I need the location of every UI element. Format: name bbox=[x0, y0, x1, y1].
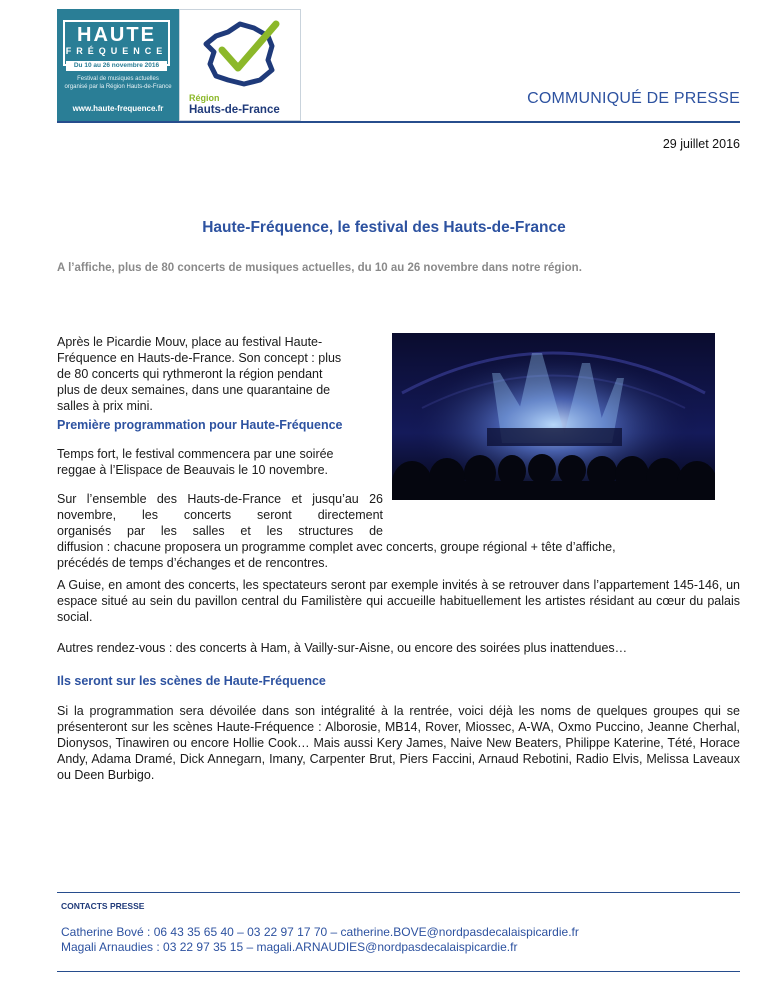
paragraph-line: reggae à l’Elispace de Beauvais le 10 novembre. bbox=[57, 463, 329, 477]
festival-logo-frame bbox=[63, 20, 170, 66]
paragraph-guise: A Guise, en amont des concerts, les spectateurs seront par exemple invités à se retrouver dans l’appartement 145-146, un espace situé au sein du pavillon central du Familistère qui accueille habituellement les artistes résidant au cœur du palais social. bbox=[57, 578, 740, 624]
footer-divider-bottom bbox=[57, 971, 740, 972]
concert-photo-drawing bbox=[392, 333, 715, 500]
region-logo bbox=[179, 9, 301, 121]
france-map-checkmark-icon bbox=[180, 10, 302, 95]
paragraph-line: diffusion : chacune proposera un programme complet avec concerts, groupe régional + tête d’affiche, bbox=[57, 540, 616, 554]
article-title: Haute-Fréquence, le festival des Hauts-de-France bbox=[202, 219, 566, 236]
paragraph-region-concerts bbox=[57, 491, 740, 571]
region-logo-label-big: Hauts-de-France bbox=[189, 104, 280, 116]
festival-logo bbox=[57, 9, 179, 121]
header-divider bbox=[57, 121, 740, 123]
region-logo-label-small: Région bbox=[189, 93, 220, 103]
intro-line: Fréquence en Hauts-de-France. Son concept : plus bbox=[57, 351, 342, 365]
release-date: 29 juillet 2016 bbox=[662, 137, 740, 151]
intro-line: plus de deux semaines, dans une quarantaine de bbox=[57, 383, 331, 397]
footer-divider-top bbox=[57, 892, 740, 893]
festival-logo-dates: Du 10 au 26 novembre 2016 bbox=[66, 61, 167, 71]
contacts-label: CONTACTS PRESSE bbox=[61, 901, 145, 911]
paragraph-line: novembre, les concerts seront directement bbox=[57, 508, 383, 522]
paragraph-line: Temps fort, le festival commencera par une soirée bbox=[57, 447, 334, 461]
intro-paragraph bbox=[57, 334, 383, 414]
article-subtitle: A l’affiche, plus de 80 concerts de musiques actuelles, du 10 au 26 novembre dans notre région. bbox=[57, 262, 582, 274]
contact-line-magali: Magali Arnaudies : 03 22 97 35 15 – magali.ARNAUDIES@nordpasdecalaispicardie.fr bbox=[61, 940, 518, 954]
paragraph-line: précédés de temps d’échanges et de rencontres. bbox=[57, 556, 329, 570]
paragraph-line: Sur l’ensemble des Hauts-de-France et jusqu’au 26 bbox=[57, 492, 383, 506]
document-type-title: COMMUNIQUÉ DE PRESSE bbox=[527, 90, 740, 107]
festival-logo-description-line: Festival de musiques actuelles bbox=[77, 76, 159, 82]
festival-logo-description bbox=[61, 75, 175, 91]
concert-stage-photo bbox=[392, 333, 715, 500]
paragraph-other-events: Autres rendez-vous : des concerts à Ham, à Vailly-sur-Aisne, ou encore des soirées plus inattendues… bbox=[57, 641, 628, 655]
paragraph-opening-night bbox=[57, 446, 383, 478]
festival-logo-subtitle: FRÉQUENCE bbox=[65, 46, 168, 56]
festival-logo-title: HAUTE bbox=[77, 24, 156, 46]
festival-logo-url: www.haute-frequence.fr bbox=[72, 104, 164, 113]
contact-line-catherine: Catherine Bové : 06 43 35 65 40 – 03 22 97 17 70 – catherine.BOVE@nordpasdecalaispicardie.fr bbox=[61, 925, 579, 939]
paragraph-line: organisés par les salles et les structures de bbox=[57, 524, 383, 538]
festival-logo-description-line: organisé par la Région Hauts-de-France bbox=[64, 84, 172, 90]
intro-line: de 80 concerts qui rythmeront la région pendant bbox=[57, 367, 323, 381]
section-heading-programming: Première programmation pour Haute-Fréquence bbox=[57, 418, 343, 432]
section-heading-artists: Ils seront sur les scènes de Haute-Fréquence bbox=[57, 674, 326, 688]
paragraph-artists: Si la programmation sera dévoilée dans son intégralité à la rentrée, voici déjà les noms de quelques groupes qui se présenteront sur les scènes Haute-Fréquence : Alborosie, MB14, Rover, Miossec, A-WA, Oxmo Puccino, Jeanne Cherhal, Dionysos, Tinawiren ou encore Hollie Cook… Mais aussi Kery James, Naive New Beaters, Philippe Katerine, Tété, Horace Andy, Adama Dramé, Dick Annegarn, Imany, Carpenter Brut, Piers Faccini, Arnaud Rebotini, Radio Elvis, Melissa Laveaux ou Deen Burbigo. bbox=[57, 704, 740, 782]
intro-line: Après le Picardie Mouv, place au festival Haute- bbox=[57, 335, 323, 349]
intro-line: salles à prix mini. bbox=[57, 399, 153, 413]
